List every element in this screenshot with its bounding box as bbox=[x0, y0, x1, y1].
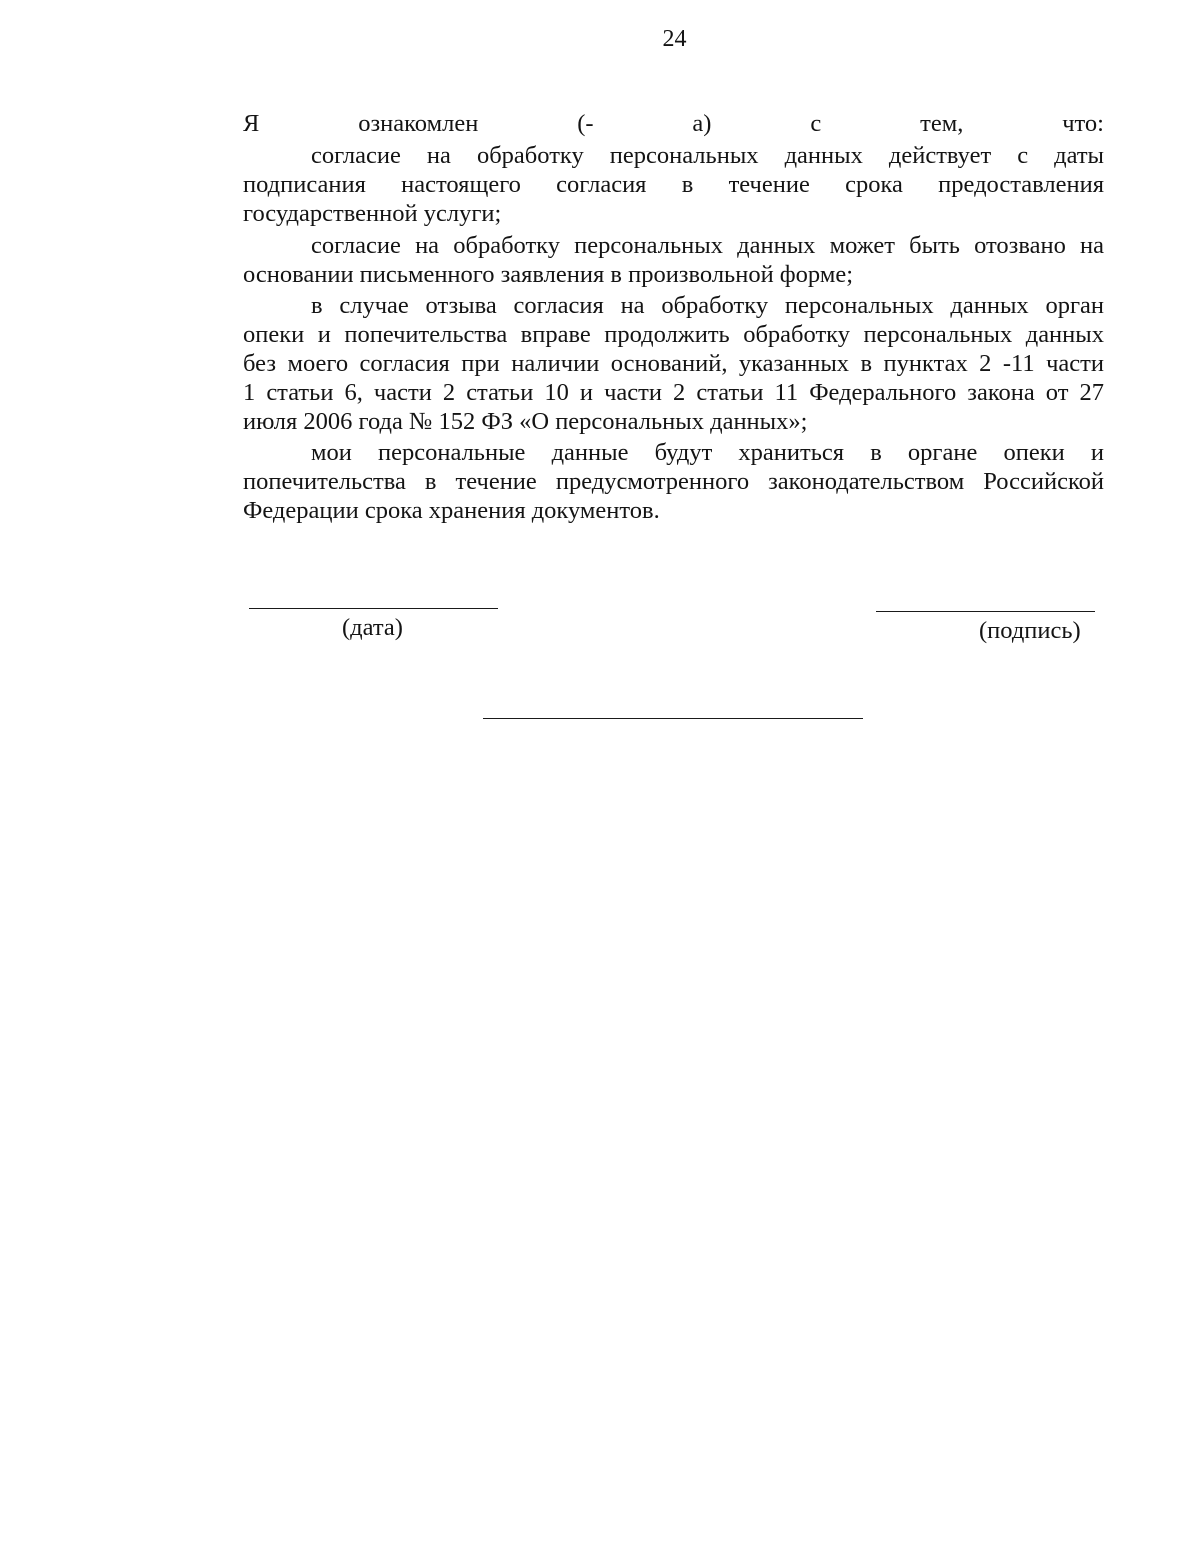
signature-line bbox=[876, 611, 1095, 612]
paragraph-3-line-2: опеки и попечительства вправе продолжить обработку персональных данных bbox=[243, 321, 1104, 348]
paragraph-3-line-1: в случае отзыва согласия на обработку персональных данных орган bbox=[311, 292, 1104, 319]
paragraph-4-line-2: попечительства в течение предусмотренного законодательством Российской bbox=[243, 468, 1104, 495]
intro-line: Я ознакомлен (- а) с тем, что: bbox=[243, 110, 1104, 137]
paragraph-3-line-3: без моего согласия при наличии оснований, указанных в пунктах 2 -11 части bbox=[243, 350, 1104, 377]
paragraph-1-line-3: государственной услуги; bbox=[243, 200, 502, 227]
paragraph-3-line-4: 1 статьи 6, части 2 статьи 10 и части 2 статьи 11 Федерального закона от 27 bbox=[243, 379, 1104, 406]
paragraph-4-line-1: мои персональные данные будут храниться в органе опеки и bbox=[311, 439, 1104, 466]
paragraph-2-line-2: основании письменного заявления в произвольной форме; bbox=[243, 261, 853, 288]
paragraph-4-line-3: Федерации срока хранения документов. bbox=[243, 497, 660, 524]
date-line bbox=[249, 608, 498, 609]
page-number: 24 bbox=[662, 26, 687, 52]
paragraph-3-line-5: июля 2006 года № 152 ФЗ «О персональных данных»; bbox=[243, 408, 808, 435]
paragraph-2-line-1: согласие на обработку персональных данных может быть отозвано на bbox=[311, 232, 1104, 259]
signature-caption: (подпись) bbox=[979, 617, 1081, 644]
closing-line bbox=[483, 718, 863, 719]
date-caption: (дата) bbox=[342, 614, 403, 641]
paragraph-1-line-2: подписания настоящего согласия в течение срока предоставления bbox=[243, 171, 1104, 198]
paragraph-1-line-1: согласие на обработку персональных данных действует с даты bbox=[311, 142, 1104, 169]
